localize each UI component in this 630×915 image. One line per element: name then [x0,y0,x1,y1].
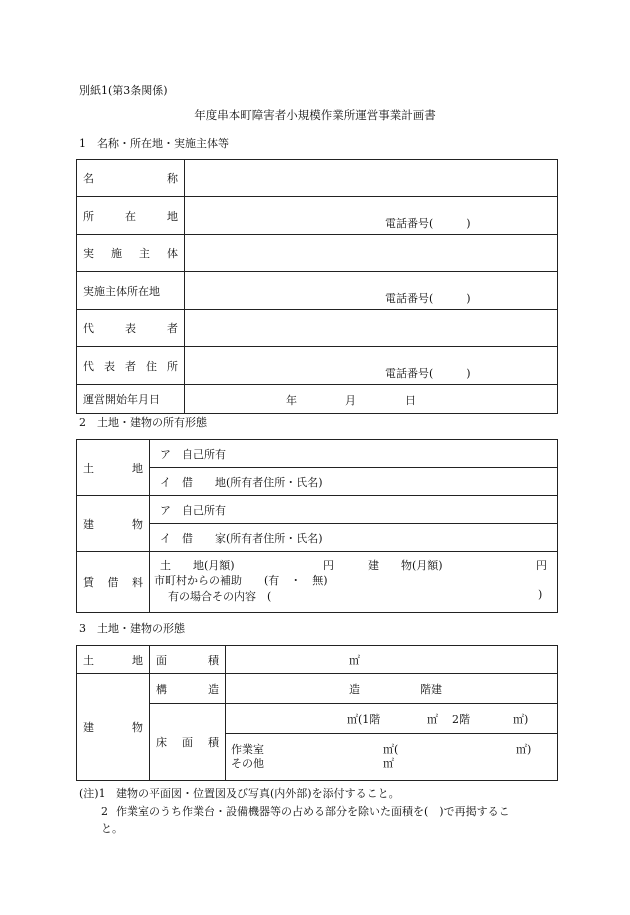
field-operator[interactable] [185,235,558,272]
section3-table [76,645,558,781]
label-location: 所 在 地 [77,197,185,235]
option-building-lease[interactable]: イ 借 家(所有者住所・氏名) [150,524,558,552]
phone-label: 電話番号( ) [385,292,471,305]
label-operator: 実 施 主 体 [77,235,185,272]
label-rent: 賃 借 料 [77,552,150,613]
label-operator-location: 実施主体所在地 [77,272,185,310]
field-room-area[interactable]: 作業室 ㎡( ㎡) その他 ㎡ [226,734,558,781]
field-location[interactable] [185,197,558,235]
option-land-lease[interactable]: イ 借 地(所有者住所・氏名) [150,468,558,496]
label-structure: 構 造 [150,674,226,704]
field-start-date[interactable]: 年 月 日 [185,385,558,414]
field-land-area[interactable]: ㎡ [226,646,558,674]
label-start-date: 運営開始年月日 [77,385,185,414]
note-2-number: 2 [101,805,108,818]
section2-table [76,439,558,613]
label-representative-address: 代 表 者 住 所 [77,347,185,385]
option-land-own[interactable]: ア 自己所有 [150,440,558,468]
field-operator-location[interactable] [185,272,558,310]
field-rent[interactable]: 土 地(月額) 円 建 物(月額) 円 市町村からの補助 (有 ・ 無) 有の場合その内容 ( ) [150,552,558,613]
label-floor-area: 床 面 積 [150,704,226,781]
label-area: 面 積 [150,646,226,674]
phone-label: 電話番号( ) [385,367,471,380]
form-number: 別紙1(第3条関係) [79,84,168,97]
field-representative[interactable] [185,310,558,347]
field-floor-area[interactable]: ㎡(1階 ㎡ 2階 ㎡) [226,704,558,734]
label-representative: 代 表 者 [77,310,185,347]
label-name: 名 称 [77,160,185,197]
field-structure[interactable]: 造 階建 [226,674,558,704]
document-title: 年度串本町障害者小規模作業所運営事業計画書 [194,108,436,122]
phone-label: 電話番号( ) [385,217,471,230]
section1-heading: 1 名称・所在地・実施主体等 [79,137,229,150]
label-land: 土 地 [77,440,150,496]
section3-heading: 3 土地・建物の形態 [79,622,185,635]
label-land: 土 地 [77,646,150,674]
option-building-own[interactable]: ア 自己所有 [150,496,558,524]
label-building: 建 物 [77,496,150,552]
section2-heading: 2 土地・建物の所有形態 [79,416,207,429]
note-prefix: (注)1 [79,787,106,800]
field-name[interactable] [185,160,558,197]
field-representative-address[interactable] [185,347,558,385]
note-2-line1: 作業室のうち作業台・設備機器等の占める部分を除いた面積を( )で再掲するこ [116,805,510,818]
note-1: 建物の平面図・位置図及び写真(内外部)を添付すること。 [116,787,400,800]
section1-table [76,159,558,414]
label-building: 建 物 [77,674,150,781]
note-2-line2: と。 [101,822,123,835]
